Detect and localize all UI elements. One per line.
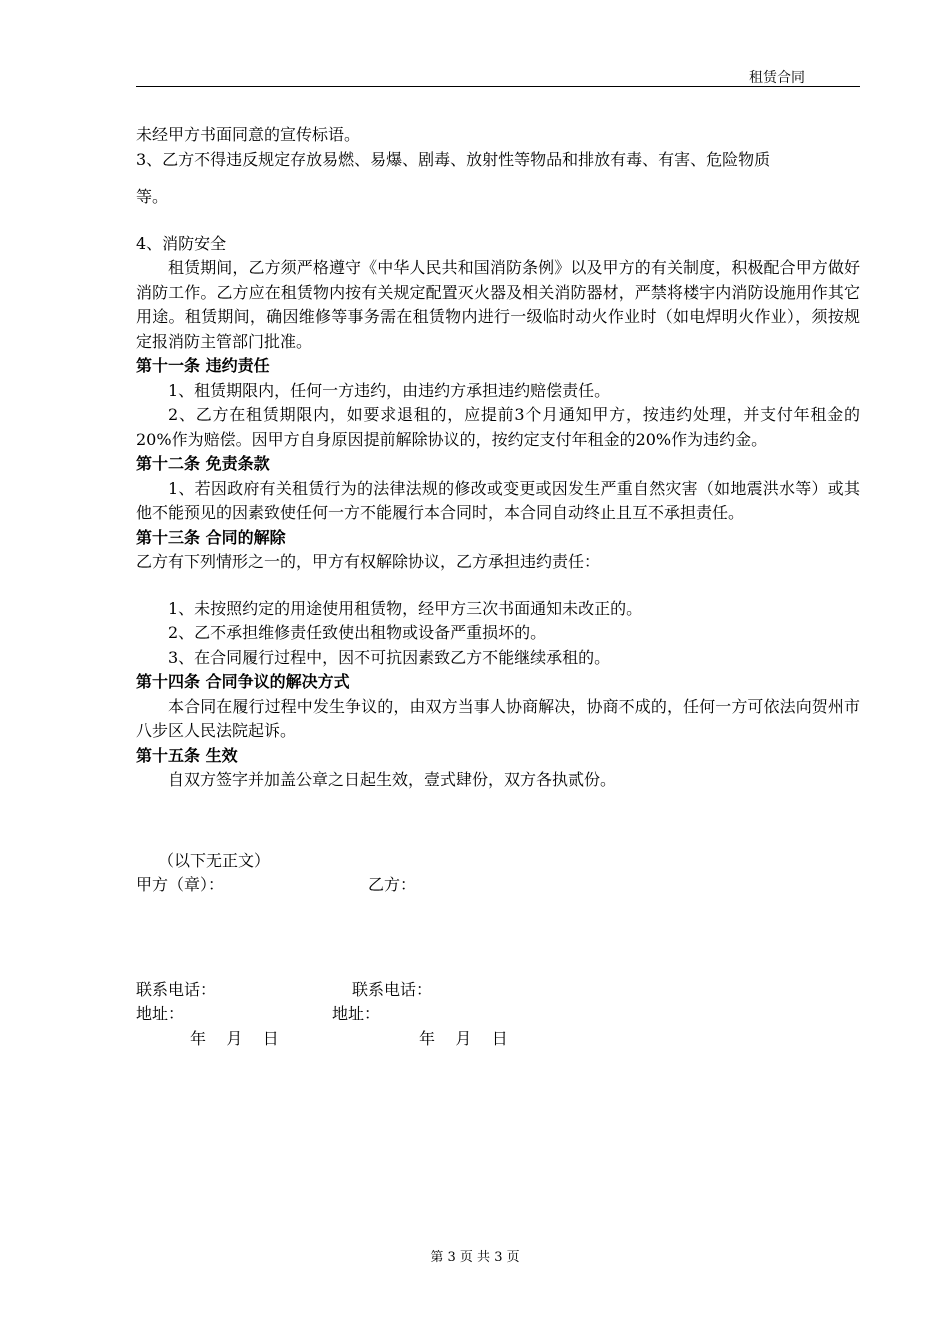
no-text-below: （以下无正文） — [158, 850, 271, 870]
item4-title: 4、消防安全 — [136, 233, 227, 253]
article-14-clause: 本合同在履行过程中发生争议的，由双方当事人协商解决，协商不成的，任何一方可依法向贺州市八步区人民法院起诉。 — [136, 696, 860, 740]
item4-body: 租赁期间，乙方须严格遵守《中华人民共和国消防条例》以及甲方的有关制度，积极配合甲方做好消防工作。乙方应在租赁物内按有关规定配置灭火器及相关消防器材，严禁将楼宇内消防设施用作其它用途。租赁期间，确因维修等事务需在租赁物内进行一级临时动火作业时（如电焊明火作业），须按规定报消防主管部门批准。 — [136, 258, 860, 351]
date-row — [136, 1027, 860, 1052]
phone-b-label: 联系电话： — [352, 979, 433, 999]
header-divider — [136, 86, 860, 87]
article-13-item-3: 3、在合同履行过程中，因不可抗因素致乙方不能继续承租的。 — [168, 647, 611, 667]
item3-line2: 等。 — [136, 187, 169, 206]
article-13-title: 第十三条 合同的解除 — [136, 527, 286, 547]
article-11-clause-1: 1、租赁期限内，任何一方违约，由违约方承担违约赔偿责任。 — [168, 380, 611, 400]
address-a-label: 地址： — [136, 1004, 185, 1023]
date-b: 年 月 日 — [419, 1028, 508, 1048]
party-row — [136, 873, 860, 898]
article-12-clause-1: 1、若因政府有关租赁行为的法律法规的修改或变更或因发生严重自然灾害（如地震洪水等）或其他不能预见的因素致使任何一方不能履行本合同时，本合同自动终止且互不承担责任。 — [136, 478, 860, 522]
address-row — [136, 1002, 860, 1027]
article-12-title: 第十二条 免责条款 — [136, 454, 270, 473]
page-number: 第 3 页 共 3 页 — [430, 1250, 520, 1265]
article-13-item-1: 1、未按照约定的用途使用租赁物，经甲方三次书面通知未改正的。 — [168, 598, 643, 618]
party-a-label: 甲方（章）： — [136, 875, 225, 894]
article-15-clause: 自双方签字并加盖公章之日起生效，壹式肆份，双方各执贰份。 — [168, 770, 617, 789]
item3-line1: 3、乙方不得违反规定存放易燃、易爆、剧毒、放射性等物品和排放有毒、有害、危险物质 — [136, 149, 771, 169]
article-11-title: 第十一条 违约责任 — [136, 356, 270, 375]
document-body — [136, 123, 860, 1051]
article-13-intro: 乙方有下列情形之一的，甲方有权解除协议，乙方承担违约责任： — [136, 552, 601, 571]
no-text-below-row — [136, 849, 860, 874]
phone-row — [136, 978, 860, 1003]
article-11-clause-2: 2、乙方在租赁期限内，如要求退租的，应提前3个月通知甲方，按违约处理，并支付年租金的20%作为赔偿。因甲方自身原因提前解除协议的，按约定支付年租金的20%作为违约金。 — [136, 405, 860, 449]
date-a: 年 月 日 — [190, 1028, 279, 1048]
party-b-label: 乙方： — [368, 875, 417, 894]
header-title: 租赁合同 — [749, 70, 805, 86]
continued-text: 未经甲方书面同意的宣传标语。 — [136, 125, 361, 144]
article-14-title: 第十四条 合同争议的解决方式 — [136, 672, 350, 691]
address-b-label: 地址： — [332, 1004, 381, 1023]
article-13-item-2: 2、乙不承担维修责任致使出租物或设备严重损坏的。 — [168, 623, 547, 642]
article-15-title: 第十五条 生效 — [136, 745, 238, 765]
phone-a-label: 联系电话： — [136, 979, 217, 999]
